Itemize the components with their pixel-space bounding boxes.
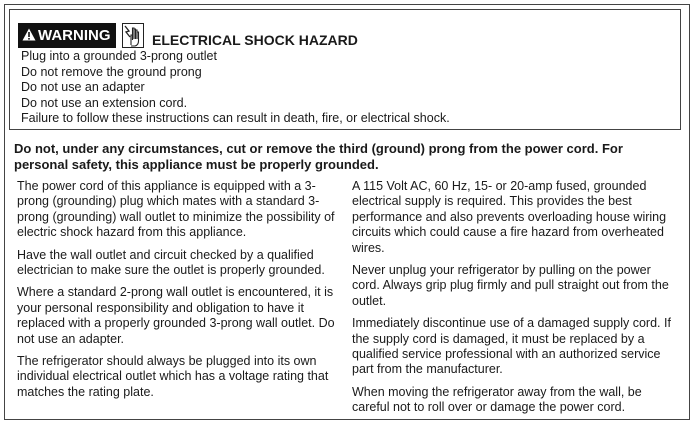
electric-shock-hand-icon — [122, 23, 144, 48]
right-column — [352, 179, 682, 423]
warning-line: Do not remove the ground prong — [21, 64, 202, 79]
warning-triangle-icon — [22, 28, 36, 41]
paragraph: The power cord of this appliance is equipped with a 3-prong (grounding) plug which mates with a standard 3-prong (grounding) wall outlet to minimize the possibility of electric shock hazard from this appliance. — [17, 179, 335, 240]
warning-badge — [18, 23, 116, 48]
paragraph: Never unplug your refrigerator by pulling on the power cord. Always grip plug firmly and pull straight out from the outlet. — [352, 263, 669, 308]
hazard-title: ELECTRICAL SHOCK HAZARD — [152, 32, 358, 48]
warning-line: Failure to follow these instructions can result in death, fire, or electrical shock. — [21, 111, 450, 126]
warning-line: Do not use an extension cord. — [21, 95, 188, 110]
paragraph: The refrigerator should always be plugged into its own individual electrical outlet which has a voltage rating that matches the rating plate. — [17, 354, 329, 399]
warning-badge-label: WARNING — [38, 27, 111, 44]
left-column — [17, 179, 343, 407]
paragraph: Have the wall outlet and circuit checked by a qualified electrician to make sure the outlet is properly grounded. — [17, 247, 325, 278]
warning-line: Plug into a grounded 3-prong outlet — [21, 49, 217, 63]
grounding-notice: Do not, under any circumstances, cut or remove the third (ground) prong from the power cord. For personal safety, this appliance must be properly grounded. — [14, 141, 623, 172]
paragraph: A 115 Volt AC, 60 Hz, 15- or 20-amp fused, grounded electrical supply is required. This provides the best performance and also prevents overloading house wiring circuits which could cause a fire hazard from overheated wires. — [352, 179, 667, 255]
warning-line: Do not use an adapter — [21, 80, 145, 95]
warning-lines — [21, 49, 450, 127]
paragraph: Where a standard 2-prong wall outlet is encountered, it is your personal responsibility and obligation to have it replaced with a properly grounded 3-prong wall outlet. Do not use an adapter. — [17, 285, 335, 346]
paragraph: Immediately discontinue use of a damaged supply cord. If the supply cord is damaged, it must be replaced by a qualified service professional with an authorized service part from the manufacturer. — [352, 316, 671, 377]
paragraph: When moving the refrigerator away from the wall, be careful not to roll over or damage the power cord. — [352, 384, 642, 415]
